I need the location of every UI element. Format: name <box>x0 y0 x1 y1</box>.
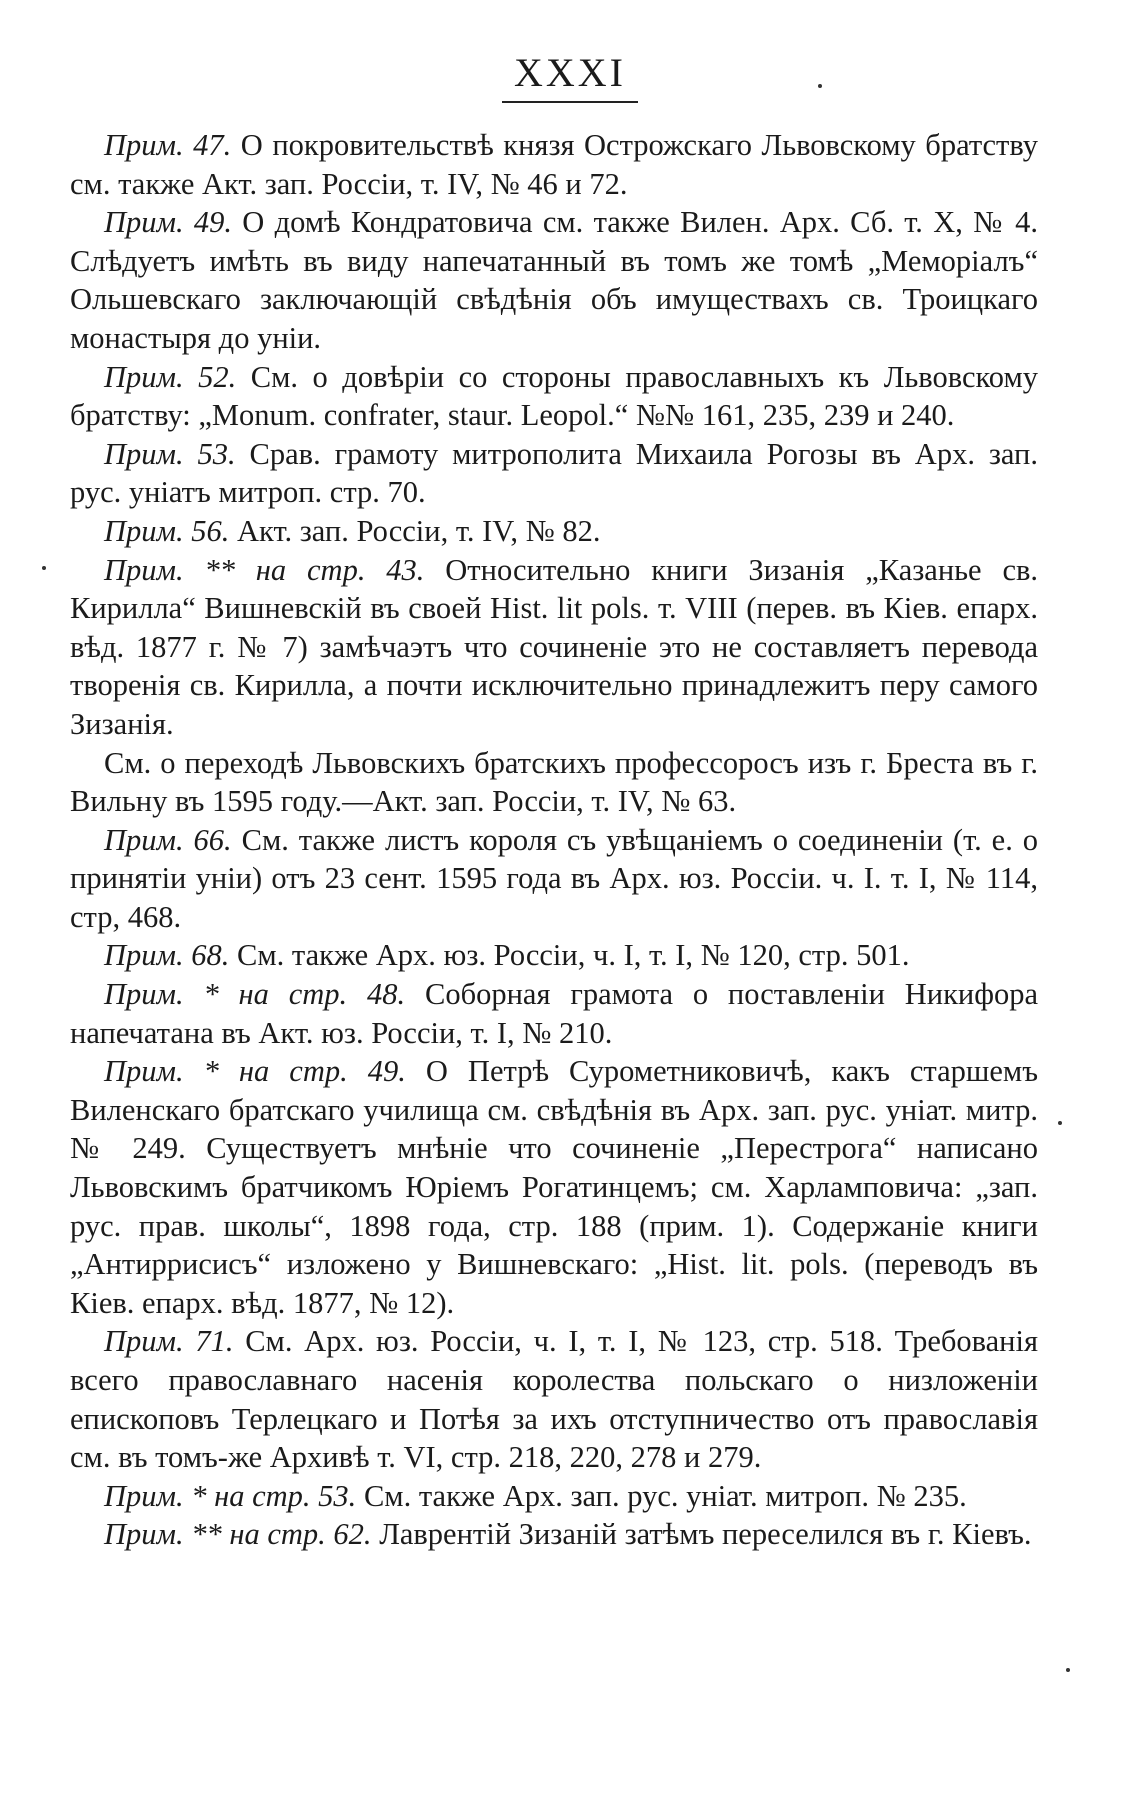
note-label: Прим. 71. <box>104 1324 234 1359</box>
note-paragraph <box>70 1052 1038 1322</box>
note-label: Прим. 47. <box>104 128 232 162</box>
note-paragraph <box>70 821 1038 937</box>
note-label: Прим. 53. <box>104 436 236 471</box>
note-paragraph <box>70 551 1038 744</box>
scan-speck <box>818 84 822 88</box>
note-text: См. также листъ короля съ увѣщаніемъ о соединеніи (т. е. о принятіи уніи) отъ 23 сент. 1595 года въ Арх. юз. Россіи. ч. I. т. I, № 114, стр, 468. <box>70 822 1039 934</box>
scan-speck <box>42 566 46 570</box>
header-rule <box>502 101 638 103</box>
note-label: Прим. * на стр. 48. <box>104 977 406 1012</box>
note-text: Лаврентій Зизаній затѣмъ переселился въ г. Кіевъ. <box>379 1517 1032 1552</box>
note-paragraph <box>70 744 1038 821</box>
note-paragraph <box>70 1477 1038 1516</box>
note-text: См. о переходѣ Львовскихъ братскихъ профессоросъ изъ г. Бреста въ г. Вильну въ 1595 году.—Акт. зап. Россіи, т. IV, № 63. <box>70 745 1038 819</box>
note-label: Прим. * на стр. 49. <box>104 1054 406 1089</box>
note-text: Срав. грамоту митрополита Михаила Рогозы въ Арх. зап. рус. уніатъ митроп. стр. 70. <box>70 436 1038 510</box>
note-text: См. Арх. юз. Россіи, ч. I, т. I, № 123, стр. 518. Требованія всего православнаго насенія королества польскаго о низложеніи епископовъ Терлецкаго и Потѣя за ихъ отступничество отъ православія см. въ томъ-же Архивѣ т. VI, стр. 218, 220, 278 и 279. <box>70 1324 1039 1475</box>
note-paragraph <box>70 435 1038 512</box>
note-text: О домѣ Кондратовича см. также Вилен. Арх. Сб. т. X, № 4. Слѣдуетъ имѣть въ виду напечатанный въ томъ же томѣ „Меморіалъ“ Ольшевскаго заключающій свѣдѣнія объ имуществахъ св. Троицкаго монастыря до унiи. <box>70 205 1038 355</box>
note-label: Прим. ** на стр. 43. <box>104 552 425 587</box>
page-number: XXXI <box>514 50 626 95</box>
note-text: См. также Арх. зап. рус. уніат. митроп. № 235. <box>363 1478 967 1513</box>
note-paragraph <box>70 975 1038 1052</box>
note-paragraph <box>70 126 1038 203</box>
note-text: О покровительствѣ князя Острожскаго Львовскому братству см. также Акт. зап. Россіи, т. IV, № 46 и 72. <box>70 128 1038 201</box>
note-paragraph <box>70 936 1038 975</box>
note-label: Прим. ** на стр. 62. <box>104 1517 372 1552</box>
note-label: Прим. * на стр. 53. <box>104 1478 357 1513</box>
note-label: Прим. 66. <box>104 822 232 857</box>
note-paragraph <box>70 1515 1038 1554</box>
note-text: См. о довѣріи со стороны православныхъ къ Львовскому братству: „Monum. confrater, staur. Leopol.“ №№ 161, 235, 239 и 240. <box>70 359 1038 433</box>
note-label: Прим. 52. <box>104 359 237 394</box>
note-label: Прим. 49. <box>104 205 233 240</box>
note-paragraph <box>70 512 1038 551</box>
scan-speck <box>1066 1668 1070 1672</box>
note-text: Соборная грамота о поставленіи Никифора напечатана въ Акт. юз. Россіи, т. I, № 210. <box>70 977 1039 1050</box>
scan-speck <box>1058 1121 1062 1125</box>
note-paragraph <box>70 358 1038 435</box>
notes-block <box>70 126 1038 1554</box>
note-label: Прим. 56. <box>104 513 230 548</box>
note-text: См. также Арх. юз. Россіи, ч. I, т. I, № 120, стр. 501. <box>237 938 910 973</box>
note-text: Относительно книги Зизанія „Казанье св. Кирилла“ Вишневскій въ своей Hist. lit pols. т. VIII (перев. въ Кіев. епарх. вѣд. 1877 г. № 7) замѣчаэтъ что сочиненіе это не составляетъ перевода творенія св. Кирилла, а почти исключительно принадлежитъ перу самого Зизанія. <box>70 552 1039 741</box>
note-paragraph <box>70 1322 1038 1476</box>
note-label: Прим. 68. <box>104 938 230 973</box>
note-paragraph <box>70 203 1038 357</box>
note-text: О Петрѣ Сурометниковичѣ, какъ старшемъ Виленскаго братскаго училища см. свѣдѣнія въ Арх. зап. рус. уніат. митр. № 249. Существуетъ мнѣніе что сочиненіе „Перестрога“ написано Львовскимъ братчикомъ Юріемъ Рогатинцемъ; см. Харламповича: „зап. рус. прав. школы“, 1898 года, стр. 188 (прим. 1). Содержаніе книги „Антиррисисъ“ изложено у Вишневскаго: „Hist. lit. pols. (переводъ въ Кіев. епарх. вѣд. 1877, № 12). <box>70 1054 1038 1320</box>
note-text: Акт. зап. Россіи, т. IV, № 82. <box>237 513 601 548</box>
